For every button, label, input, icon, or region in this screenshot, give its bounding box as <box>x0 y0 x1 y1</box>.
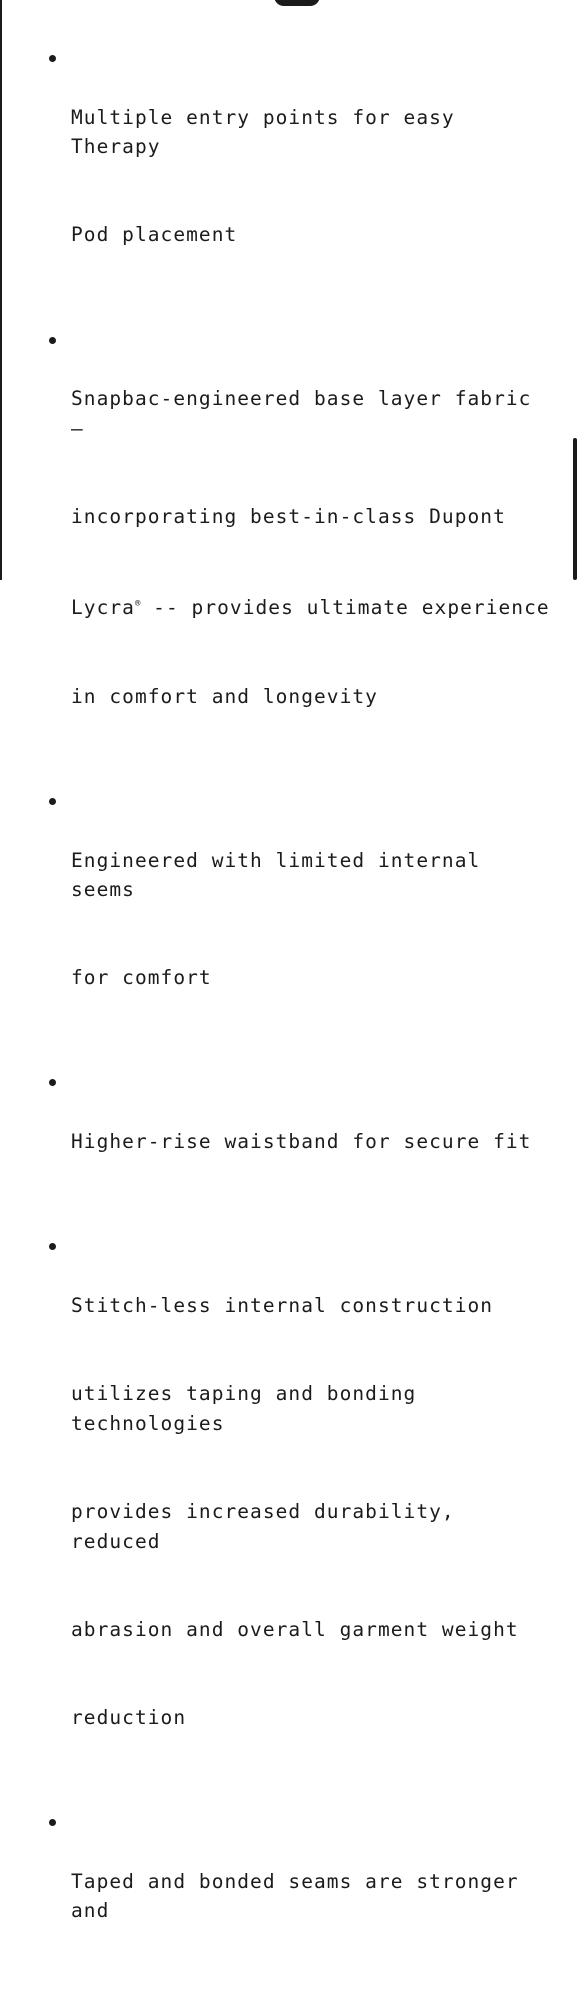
section-heading-fragment <box>274 0 320 6</box>
feature-text: Taped and bonded seams are stronger and <box>71 1869 532 1923</box>
bullet-icon <box>49 337 56 344</box>
bullet-icon <box>49 1243 56 1250</box>
bullet-icon <box>49 798 56 805</box>
feature-text: Stitch-less internal construction utilizes taping and bonding technologies provides increased durability, reduced abrasion and overall garment weight reduction <box>71 1294 519 1729</box>
list-item <box>2 787 562 1052</box>
list-item <box>2 1808 562 1984</box>
feature-text: Multiple entry points for easy Therapy Pod placement <box>71 105 468 247</box>
feature-text: Engineered with limited internal seems for comfort <box>71 848 494 990</box>
list-item <box>2 1068 562 1215</box>
registered-mark: ® <box>134 599 141 610</box>
bullet-icon <box>49 1079 56 1086</box>
list-item <box>2 326 562 770</box>
list-item <box>2 1232 562 1791</box>
bullet-icon <box>49 55 56 62</box>
feature-text: Snapbac-engineered base layer fabric – incorporating best-in-class Dupont Lycra® -- provides ultimate experience in comfort and longevity <box>71 387 550 708</box>
vertical-scrollbar[interactable] <box>573 438 577 580</box>
list-item <box>2 44 562 309</box>
bullet-icon <box>49 1819 56 1826</box>
feature-list <box>2 44 562 2002</box>
feature-text: Higher-rise waistband for secure fit <box>71 1130 532 1154</box>
